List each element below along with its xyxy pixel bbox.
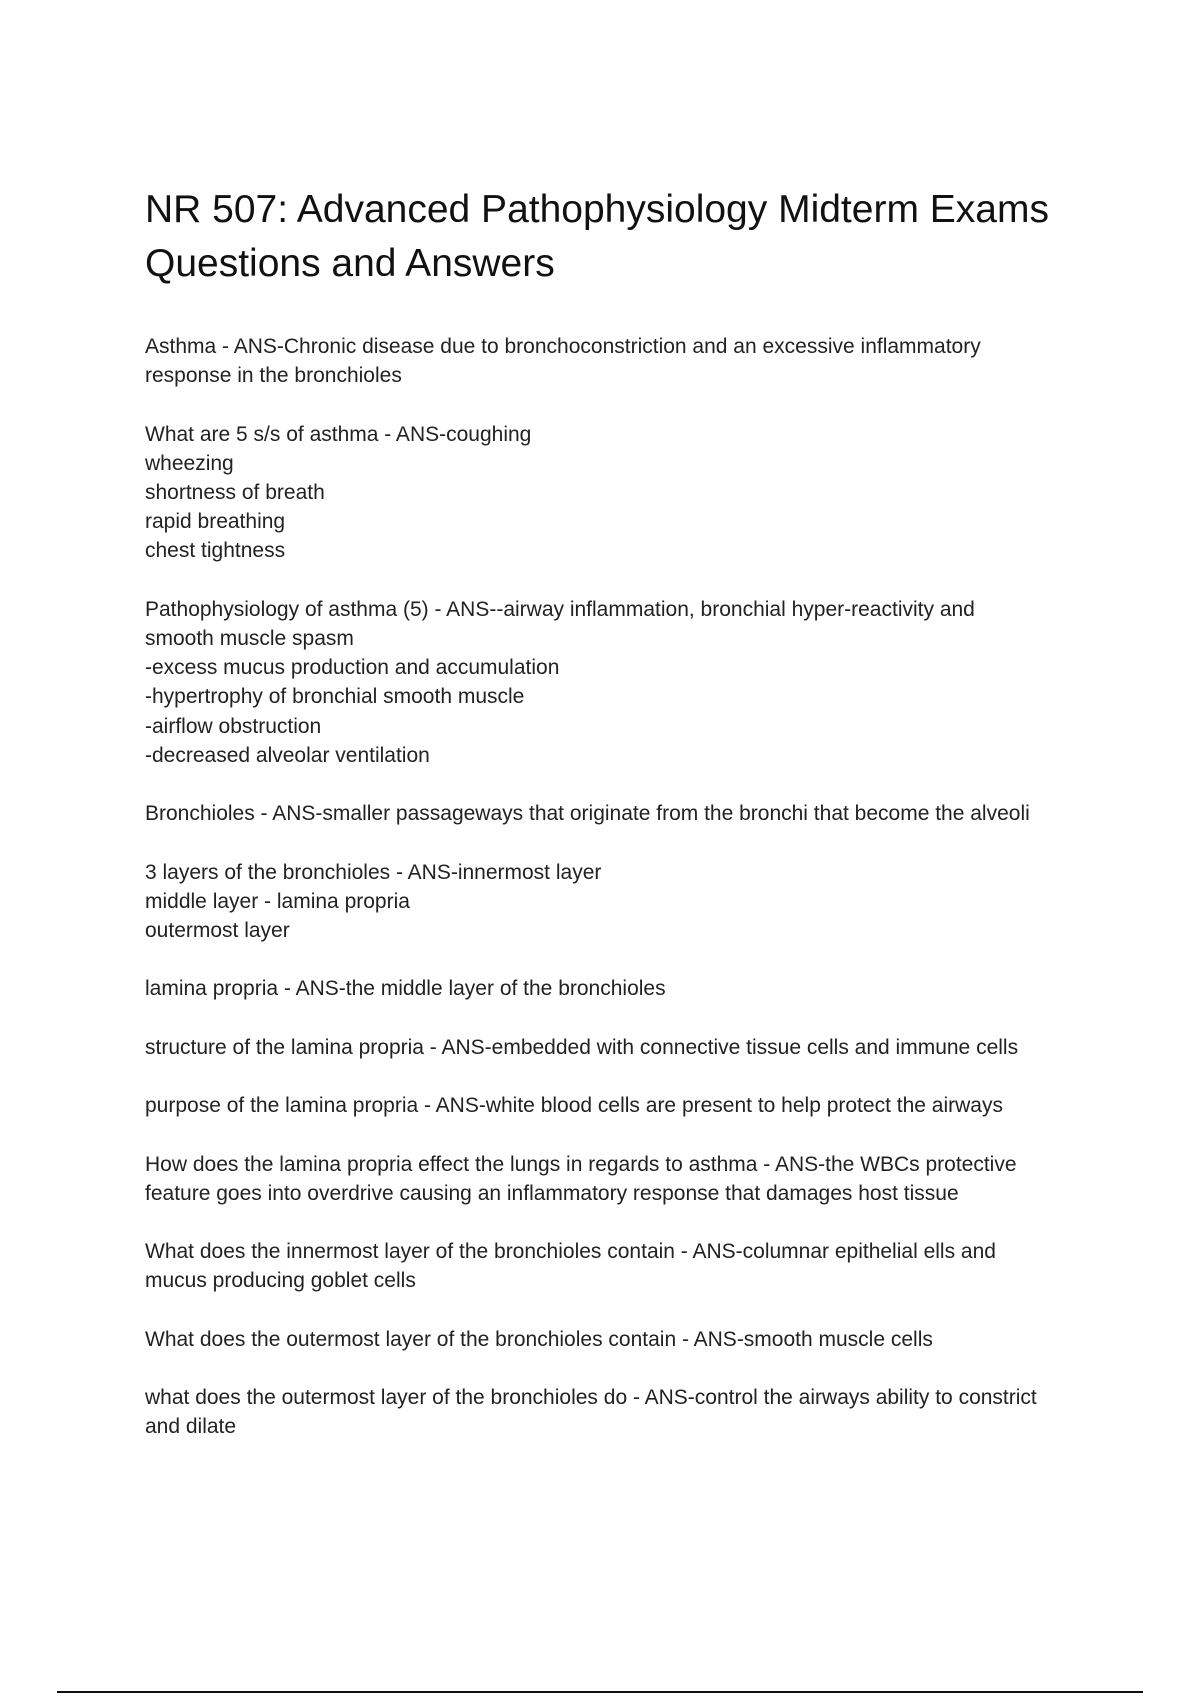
qa-entry: What does the innermost layer of the bronchioles contain - ANS-columnar epithelial ells and mucus producing goblet cells (145, 1240, 996, 1293)
page-bottom-divider (57, 1691, 1143, 1693)
qa-entry: purpose of the lamina propria - ANS-white blood cells are present to help protect the airways (145, 1094, 1003, 1118)
qa-entry: What does the outermost layer of the bronchioles contain - ANS-smooth muscle cells (145, 1327, 933, 1351)
qa-entry: How does the lamina propria effect the lungs in regards to asthma - ANS-the WBCs protective feature goes into overdrive causing an inflammatory response that damages host tissue (145, 1152, 1017, 1205)
qa-entry: 3 layers of the bronchioles - ANS-innermost layer middle layer - lamina propria outermost layer (145, 860, 602, 942)
document-title: NR 507: Advanced Pathophysiology Midterm Exams Questions and Answers (145, 188, 1049, 285)
qa-list (145, 332, 1105, 1471)
qa-entry: lamina propria - ANS-the middle layer of the bronchioles (145, 977, 666, 1001)
qa-entry: structure of the lamina propria - ANS-embedded with connective tissue cells and immune cells (145, 1035, 1019, 1059)
qa-entry: Pathophysiology of asthma (5) - ANS--airway inflammation, bronchial hyper-reactivity and smooth muscle spasm -excess mucus production and accumulation -hypertrophy of bronchial smooth muscle -airflow obstruction -decreased alveolar ventilation (145, 597, 975, 767)
qa-entry: Asthma - ANS-Chronic disease due to bronchoconstriction and an excessive inflammatory response in the bronchioles (145, 335, 981, 388)
qa-entry: what does the outermost layer of the bronchioles do - ANS-control the airways ability to constrict and dilate (145, 1386, 1037, 1439)
qa-entry: Bronchioles - ANS-smaller passageways that originate from the bronchi that become the alveoli (145, 802, 1030, 826)
qa-entry: What are 5 s/s of asthma - ANS-coughing wheezing shortness of breath rapid breathing chest tightness (145, 422, 532, 563)
